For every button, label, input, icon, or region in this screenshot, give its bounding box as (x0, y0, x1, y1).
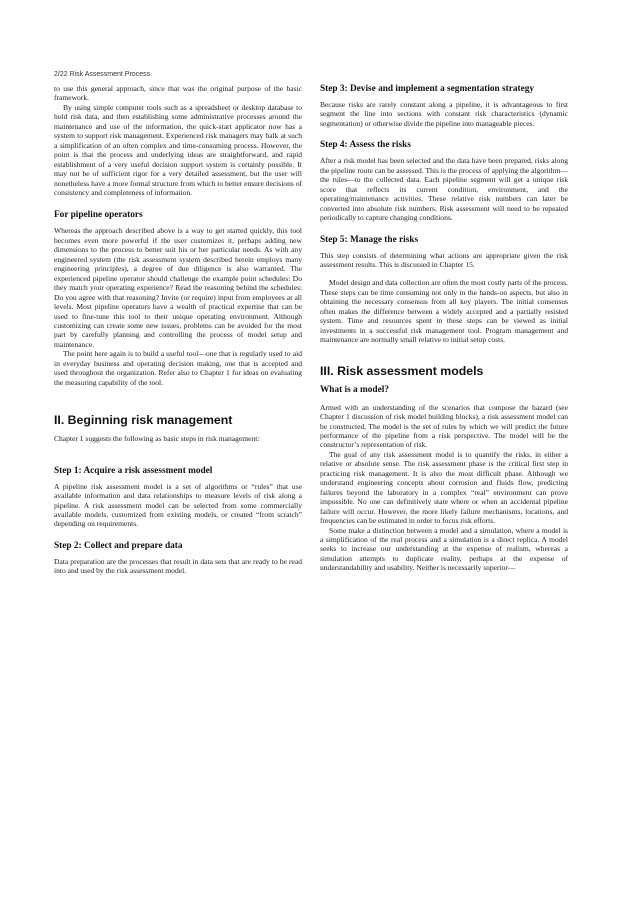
step-heading-4: Step 4: Assess the risks (320, 140, 411, 151)
chapter-section-heading-models: III. Risk assessment models (320, 363, 484, 378)
paragraph: The goal of any risk assessment model is to quantify the risks, in either a relative or absolute sense. The risk assessment phase is the critical first step in practicing risk management. It is also the most difficult phase. Although we understand engineering concepts about corrosion and fluids flow, predicting failures beyond the laboratory in a complex “real” environment can prove impossible. No one can definitively state where or when an accidental pipeline failure will occur. However, the more likely failure mechanisms, locations, and frequencies can be estimated in order to focus risk efforts. (320, 449, 568, 526)
running-head: 2/22 Risk Assessment Process (54, 71, 151, 78)
paragraph: Data preparation are the processes that result in data sets that are ready to be read into and used by the risk assessment model. (54, 556, 302, 576)
paragraph: Model design and data collection are often the most costly parts of the process. These steps can be time consuming not only in the hands-on aspects, but also in obtaining the necessary consensus from all key players. The initial consensus often makes the difference between a widely accepted and a partially resisted system. Time and resources spent in these steps can be viewed as initial investments in a successful risk management tool. Program management and maintenance are normally small relative to initial setup costs. (320, 278, 568, 345)
step-heading-1: Step 1: Acquire a risk assessment model (54, 465, 213, 476)
paragraph: The point here again is to build a useful tool—one that is regularly used to aid in everyday business and operating decision making, one that is accepted and used throughout the organization. Refer also to Chapter 1 for ideas on evaluating the measuring capability of the tool. (54, 349, 302, 387)
paragraph: Because risks are rarely constant along a pipeline, it is advantageous to first segment the line into sections with constant risk characteristics (dynamic segmentation) or otherwise divide the pipeline into manageable pieces. (320, 100, 568, 128)
subsection-heading-what-is-model: What is a model? (320, 384, 389, 395)
paragraph: Whereas the approach described above is a way to get started quickly, this tool becomes even more powerful if the user customizes it, perhaps adding new dimensions to the process to better suit his or her particular needs. As with any engineered system (the risk assessment system described herein employs many engineering principles), a degree of due diligence is also warranted. The experienced pipeline operator should challenge the example point schedules: Do they match your operating experience? Read the reasoning behind the schedules: Do you agree with that reasoning? Invite (or require) input from employees at all levels. Most pipeline operators have a wealth of practical expertise that can be used to fine-tune this tool to their unique operating environment. Although customizing can create some new issues, problems can be avoided for the most part by carefully planning and controlling the process of model setup and maintenance. (54, 226, 302, 349)
paragraph: By using simple computer tools such as a spreadsheet or desktop database to hold risk data, and then establishing some administrative processes around the maintenance and use of the information, the quick-start applicator now has a system to support risk management. Experienced risk managers may balk at such a simplification of an often complex and time-consuming process. However, the point is that the process and underlying ideas are straightforward, and rapid establishment of a very useful decision support system is certainly possible. It may not be of sufficient rigor for a very detailed assessment, but the user will nonetheless have a more formal structure from which to better ensure decisions of consistency and completeness of information. (54, 102, 302, 197)
paragraph: A pipeline risk assessment model is a set of algorithms or “rules” that use available information and data relationships to measure levels of risk along a pipeline. A risk assessment model can be selected from some commercially available models, customized from existing models, or created “from scratch” depending on requirements. (54, 481, 302, 529)
paragraph: Some make a distinction between a model and a simulation, where a model is a simplification of the real process and a simulation is a direct replica. A model seeks to increase our understanding at the expense of realism, whereas a simulation attempts to duplicate reality, perhaps at the expense of understandability and usability. Neither is necessarily superior— (320, 525, 568, 573)
right-column (320, 84, 568, 573)
paragraph: to use this general approach, since that was the original purpose of the basic framework. (54, 84, 302, 103)
step-heading-3: Step 3: Devise and implement a segmentation strategy (320, 84, 535, 94)
left-column (54, 84, 302, 576)
step-heading-5: Step 5: Manage the risks (320, 234, 419, 245)
section-heading-operators: For pipeline operators (54, 210, 143, 221)
paragraph: Chapter 1 suggests the following as basic steps in risk management: (54, 434, 260, 444)
paragraph: After a risk model has been selected and the data have been prepared, risks along the pipeline route can be assessed. This is the process of applying the algorithm—the rules—to the collected data. Each pipeline segment will get a unique risk score that reflects its current condition, environment, and the operating/maintenance activities. These relative risk numbers can later be converted into absolute risk numbers. Risk assessment will need to be repeated periodically to capture changing conditions. (320, 156, 568, 223)
paragraph: Armed with an understanding of the scenarios that compose the hazard (see Chapter 1 discussion of risk model building blocks), a risk assessment model can be constructed. The model is the set of rules by which we will predict the future performance of the pipeline from a risk perspective. The model will be the constructor’s representation of risk. (320, 402, 568, 450)
chapter-section-heading-beginning: II. Beginning risk management (54, 413, 233, 428)
paragraph: This step consists of determining what actions are appropriate given the risk assessment results. This is discussed in Chapter 15. (320, 250, 568, 269)
step-heading-2: Step 2: Collect and prepare data (54, 540, 183, 551)
